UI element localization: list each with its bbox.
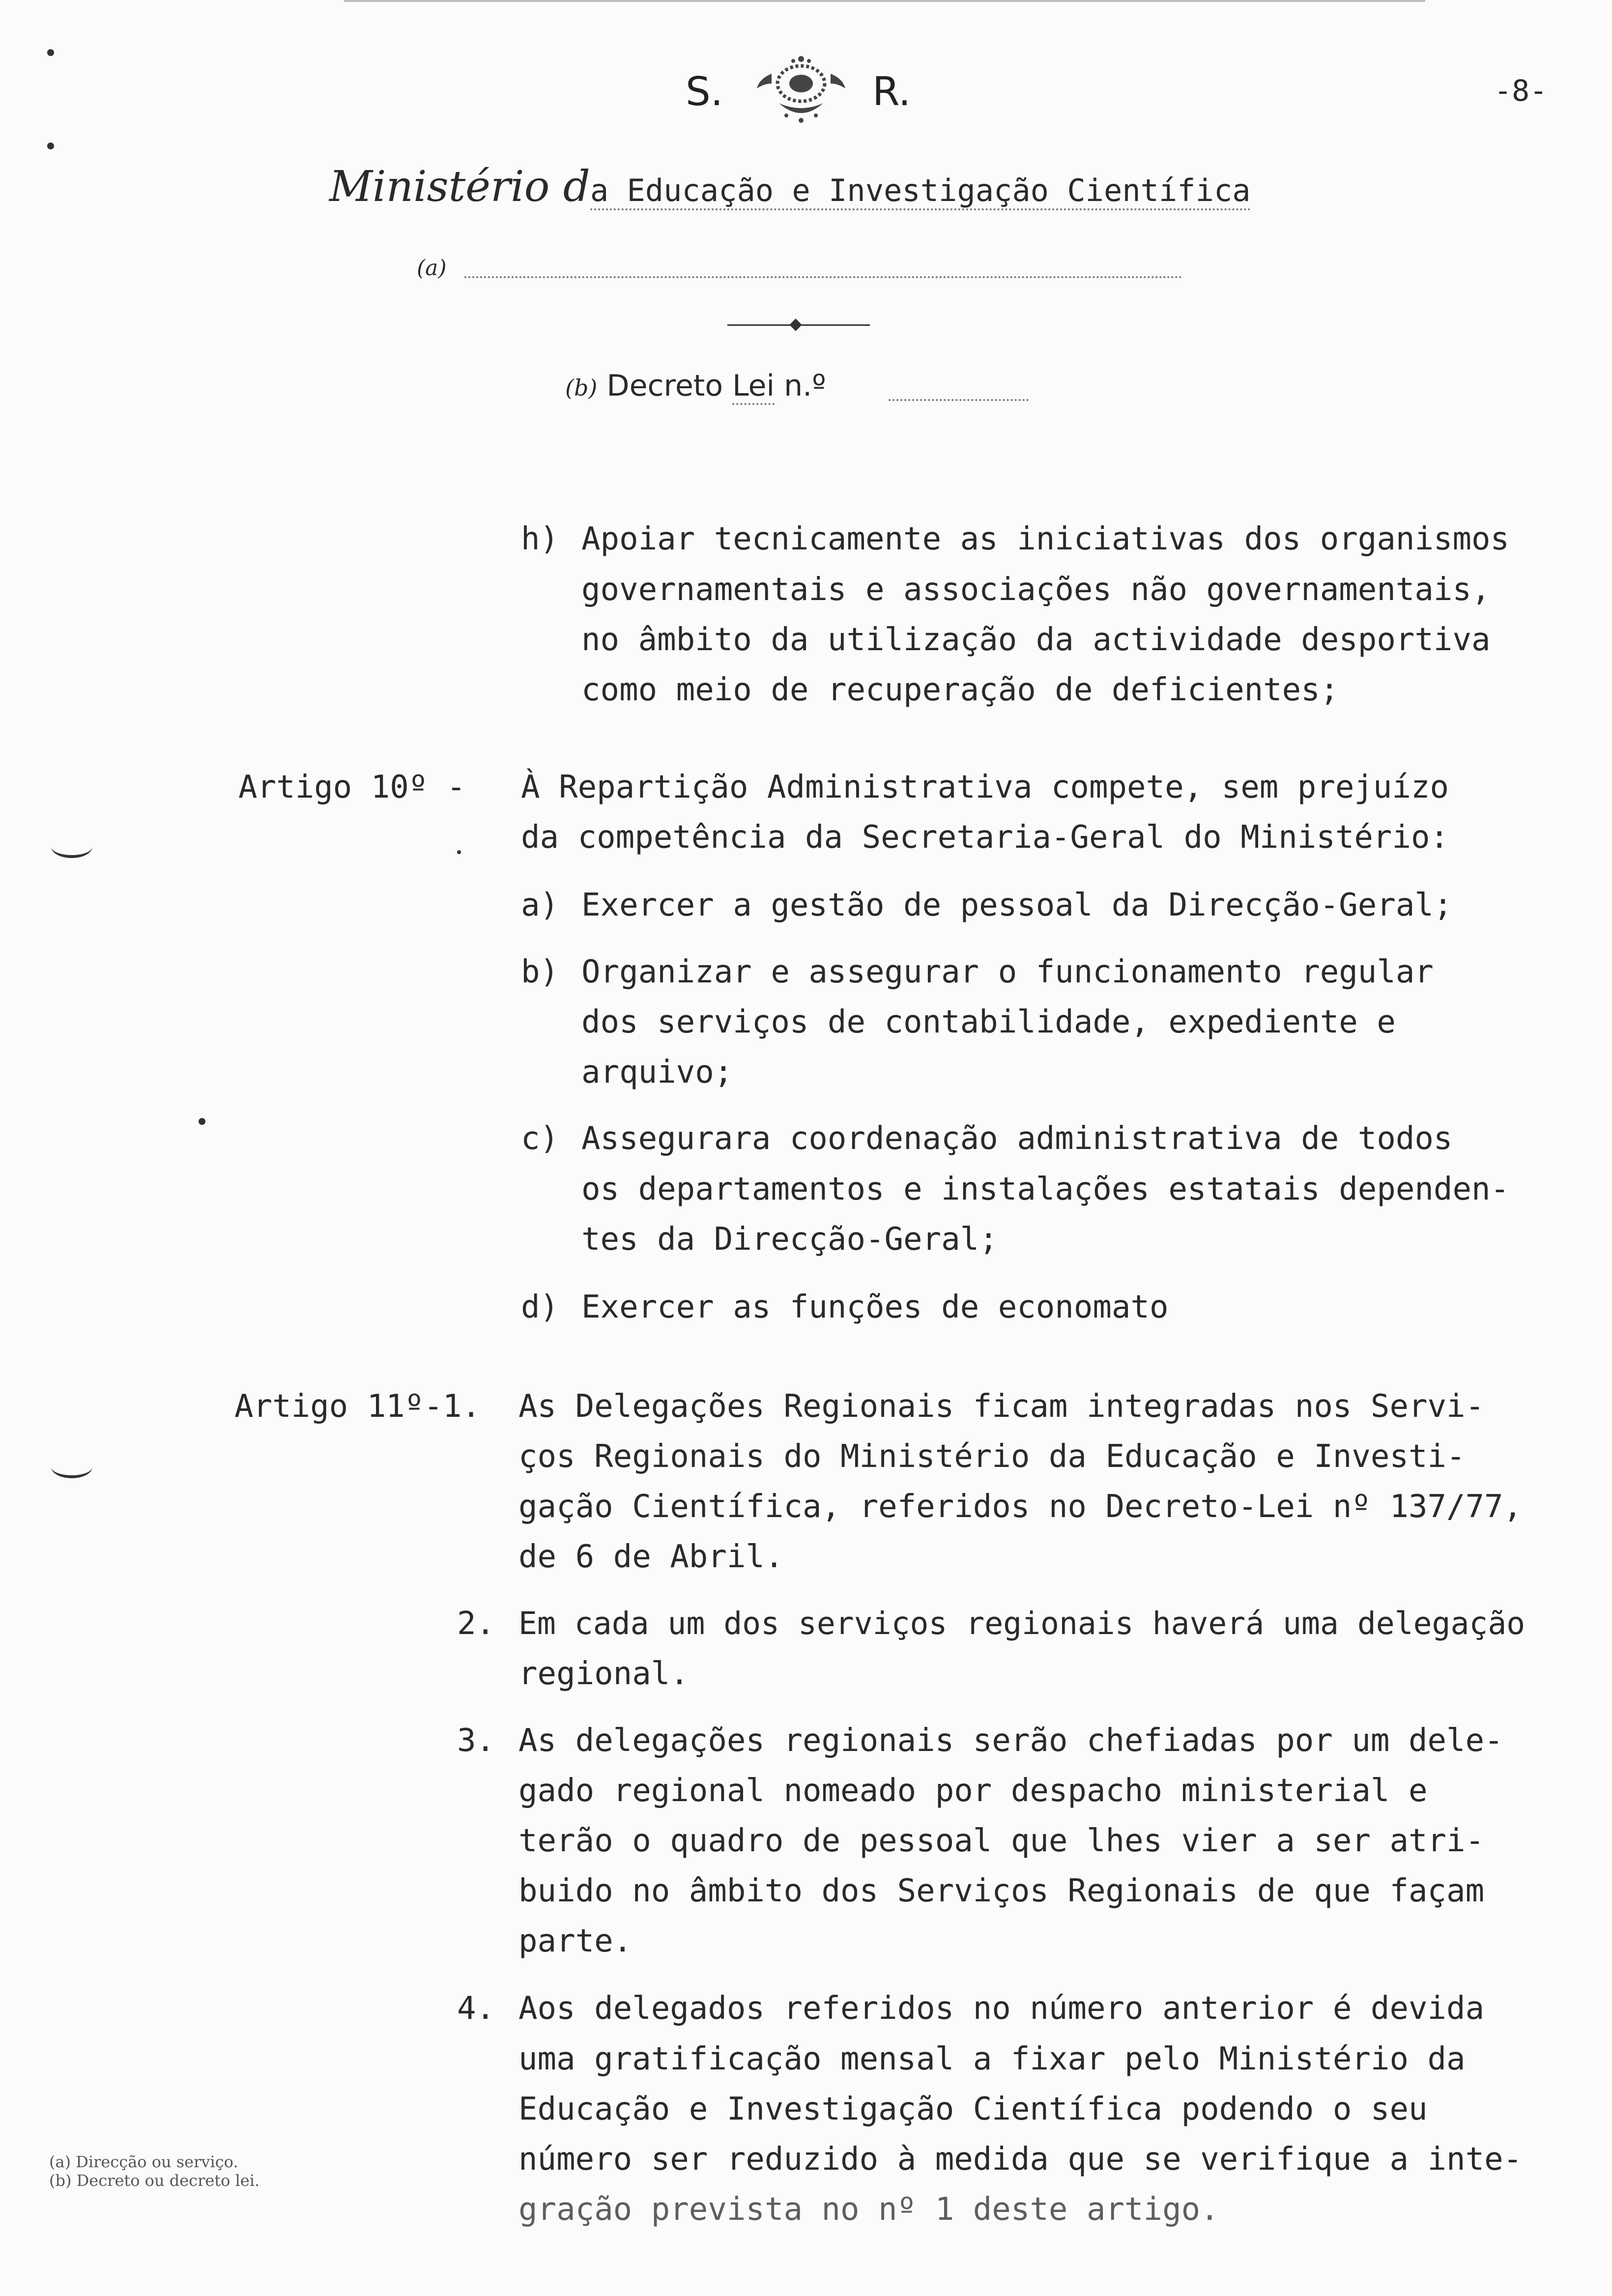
text-line: Em cada um dos serviços regionais haverá uma delegação bbox=[518, 1606, 1526, 1641]
text-line: Organizar e assegurar o funcionamento regular bbox=[581, 954, 1434, 990]
text-line: regional. bbox=[518, 1656, 689, 1692]
diamond-ornament-icon bbox=[789, 318, 802, 331]
ministry-heading bbox=[329, 162, 1251, 211]
margin-curve-mark bbox=[51, 1456, 92, 1478]
article-10-label: Artigo 10º - bbox=[238, 769, 466, 805]
text-line: gração prevista no nº 1 deste artigo. bbox=[518, 2191, 1219, 2228]
speck-mark bbox=[457, 850, 461, 854]
punch-hole-mark bbox=[199, 1118, 205, 1125]
text-line: Exercer a gestão de pessoal da Direcção-Geral; bbox=[581, 887, 1453, 923]
footnote-b: (b) Decreto ou decreto lei. bbox=[49, 2171, 260, 2190]
text-line: tes da Direcção-Geral; bbox=[581, 1221, 998, 1258]
decree-prefix: Decreto bbox=[606, 369, 723, 403]
coat-of-arms-icon bbox=[752, 49, 850, 133]
footnote-a: (a) Direcção ou serviço. bbox=[49, 2152, 238, 2171]
text-line: gado regional nomeado por despacho ministerial e bbox=[518, 1773, 1428, 1809]
text-line: da competência da Secretaria-Geral do Ministério: bbox=[521, 819, 1449, 856]
field-line-b bbox=[889, 399, 1029, 401]
text-line: terão o quadro de pessoal que lhes vier a ser atri- bbox=[518, 1823, 1485, 1859]
text-line: parte. bbox=[518, 1923, 633, 1959]
punch-hole-mark bbox=[47, 49, 54, 56]
text-line: Assegurara coordenação administrativa de todos bbox=[581, 1120, 1453, 1157]
text-line: Educação e Investigação Científica podendo o seu bbox=[518, 2091, 1428, 2127]
text-line: gação Científica, referidos no Decreto-Lei nº 137/77, bbox=[518, 1489, 1523, 1525]
item-c-marker: c) bbox=[521, 1120, 559, 1157]
item-a-marker: a) bbox=[521, 887, 559, 923]
text-line: de 6 de Abril. bbox=[518, 1539, 784, 1575]
text-line: os departamentos e instalações estatais dependen- bbox=[581, 1171, 1510, 1207]
text-line: Aos delegados referidos no número anterior é devida bbox=[518, 1990, 1485, 2027]
text-line: As Delegações Regionais ficam integradas nos Servi- bbox=[518, 1388, 1485, 1425]
text-line: governamentais e associações não governamentais, bbox=[581, 572, 1491, 608]
margin-curve-mark bbox=[51, 835, 92, 858]
text-line: buido no âmbito dos Serviços Regionais de que façam bbox=[518, 1873, 1485, 1909]
item-d-marker: d) bbox=[521, 1289, 559, 1325]
text-line: Exercer as funções de economato bbox=[581, 1289, 1169, 1325]
text-line: dos serviços de contabilidade, expediente e bbox=[581, 1004, 1396, 1040]
article-11-label: Artigo 11º-1. bbox=[234, 1388, 481, 1425]
text-line: número ser reduzido à medida que se verifique a inte- bbox=[518, 2141, 1523, 2178]
emblem-letter-s: S. bbox=[686, 69, 723, 115]
field-label-b: (b) bbox=[565, 374, 598, 401]
page-number: -8- bbox=[1494, 74, 1548, 108]
decree-heading bbox=[565, 369, 826, 403]
field-label-a: (a) bbox=[417, 256, 447, 281]
text-line: Apoiar tecnicamente as iniciativas dos organismos bbox=[581, 521, 1510, 557]
emblem-letter-r: R. bbox=[872, 69, 911, 115]
paragraph-2-marker: 2. bbox=[457, 1606, 495, 1642]
text-line: ços Regionais do Ministério da Educação e Investi- bbox=[518, 1438, 1466, 1475]
decree-lei: Lei bbox=[732, 369, 775, 405]
text-line: arquivo; bbox=[581, 1054, 733, 1091]
paragraph-3-marker: 3. bbox=[457, 1722, 495, 1759]
field-line-a bbox=[464, 276, 1182, 278]
text-line: no âmbito da utilização da actividade desportiva bbox=[581, 622, 1491, 658]
text-line: As delegações regionais serão chefiadas por um dele- bbox=[518, 1722, 1503, 1759]
text-line: À Repartição Administrativa compete, sem prejuízo bbox=[521, 769, 1449, 805]
text-line: como meio de recuperação de deficientes; bbox=[581, 672, 1339, 708]
ministry-name: a Educação e Investigação Científica bbox=[590, 172, 1251, 210]
top-edge-rule bbox=[344, 0, 1425, 2]
ministry-prefix: Ministério d bbox=[329, 162, 590, 211]
item-b-marker: b) bbox=[521, 954, 559, 990]
item-h-marker: h) bbox=[521, 521, 559, 557]
punch-hole-mark bbox=[47, 143, 54, 149]
paragraph-4-marker: 4. bbox=[457, 1990, 495, 2027]
text-line: uma gratificação mensal a fixar pelo Ministério da bbox=[518, 2041, 1466, 2077]
decree-number-label: n.º bbox=[784, 369, 826, 403]
